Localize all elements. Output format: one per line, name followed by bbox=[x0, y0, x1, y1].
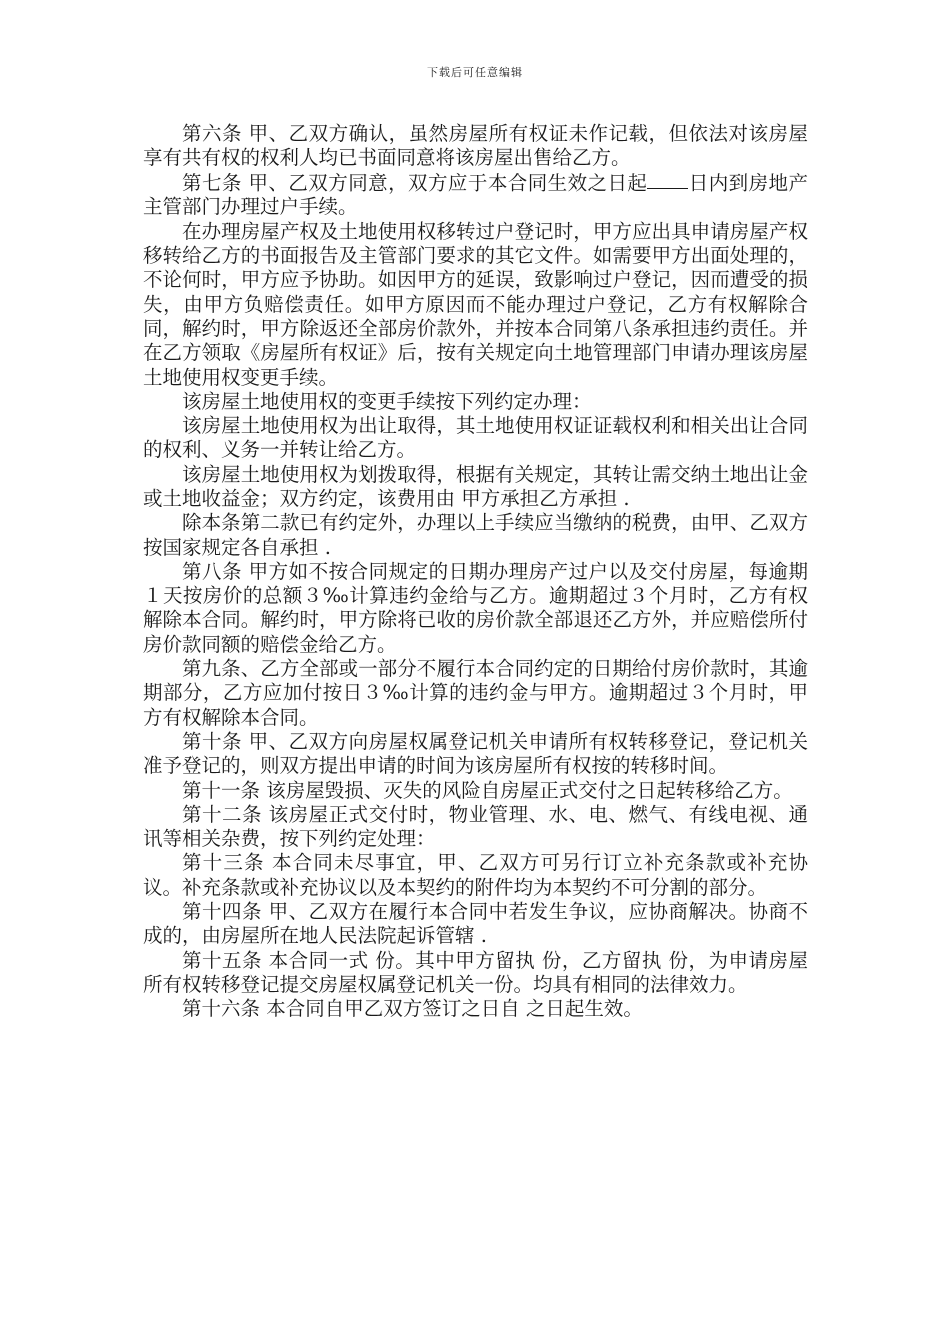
days-blank-field[interactable] bbox=[647, 171, 688, 190]
article-7-text-start: 第七条 甲、乙双方同意，双方应于本合同生效之日起 bbox=[182, 171, 648, 195]
land-use-change-paragraph: 该房屋土地使用权的变更手续按下列约定办理： bbox=[182, 389, 592, 413]
article-13: 第十三条 本合同未尽事宜，甲、乙双方可另行订立补充条款或补充协议。补充条款或补充协议以及本契约的附件均为本契约不可分割的部分。 bbox=[143, 851, 808, 899]
taxes-paragraph: 除本条第二款已有约定外，办理以上手续应当缴纳的税费，由甲、乙双方按国家规定各自承担 . bbox=[143, 511, 808, 559]
land-use-allocation-paragraph: 该房屋土地使用权为划拨取得，根据有关规定，其转让需交纳土地出让金或土地收益金；双方约定，该费用由 甲方承担乙方承担 . bbox=[143, 462, 808, 510]
article-7 bbox=[143, 171, 808, 220]
article-11: 第十一条 该房屋毁损、灭失的风险自房屋正式交付之日起转移给乙方。 bbox=[182, 778, 793, 802]
transfer-registration-paragraph: 在办理房屋产权及土地使用权移转过户登记时，甲方应出具申请房屋产权移转给乙方的书面报告及主管部门要求的其它文件。如需要甲方出面处理的，不论何时，甲方应予协助。如因甲方的延误，致影响过户登记，因而遭受的损失，由甲方负赔偿责任。如甲方原因而不能办理过户登记，乙方有权解除合同，解约时，甲方除返还全部房价款外，并按本合同第八条承担违约责任。并在乙方领取《房屋所有权证》后，按有关规定向土地管理部门申请办理该房屋土地使用权变更手续。 bbox=[143, 219, 808, 389]
article-14: 第十四条 甲、乙双方在履行本合同中若发生争议，应协商解决。协商不成的，由房屋所在地人民法院起诉管辖 . bbox=[143, 900, 808, 948]
land-use-transfer-paragraph: 该房屋土地使用权为出让取得，其土地使用权证证载权利和相关出让合同的权利、义务一并转让给乙方。 bbox=[143, 414, 808, 462]
article-9: 第九条、乙方全部或一部分不履行本合同约定的日期给付房价款时，其逾期部分，乙方应加付按日３‰计算的违约金与甲方。逾期超过３个月时，甲方有权解除本合同。 bbox=[143, 657, 808, 729]
article-15: 第十五条 本合同一式 份。其中甲方留执 份，乙方留执 份，为申请房屋所有权转移登记提交房屋权属登记机关一份。均具有相同的法律效力。 bbox=[143, 948, 808, 996]
header-note: 下载后可任意编辑 bbox=[427, 66, 523, 79]
article-8: 第八条 甲方如不按合同规定的日期办理房产过户以及交付房屋，每逾期１天按房价的总额３‰计算违约金给与乙方。逾期超过３个月时，乙方有权解除本合同。解约时，甲方除将已收的房价款全部退还乙方外，并应赔偿所付房价款同额的赔偿金给乙方。 bbox=[143, 559, 808, 656]
article-6: 第六条 甲、乙双方确认，虽然房屋所有权证未作记载，但依法对该房屋享有共有权的权利人均已书面同意将该房屋出售给乙方。 bbox=[143, 122, 808, 170]
article-12: 第十二条 该房屋正式交付时，物业管理、水、电、燃气、有线电视、通讯等相关杂费，按下列约定处理： bbox=[143, 802, 808, 851]
article-16: 第十六条 本合同自甲乙双方签订之日自 之日起生效。 bbox=[182, 997, 643, 1021]
contract-body bbox=[143, 122, 808, 1022]
article-7-text-end: 日内到房地产主管部门办理过户手续。 bbox=[143, 171, 808, 219]
article-10: 第十条 甲、乙双方向房屋权属登记机关申请所有权转移登记，登记机关准予登记的，则双方提出申请的时间为该房屋所有权按的转移时间。 bbox=[143, 729, 808, 778]
